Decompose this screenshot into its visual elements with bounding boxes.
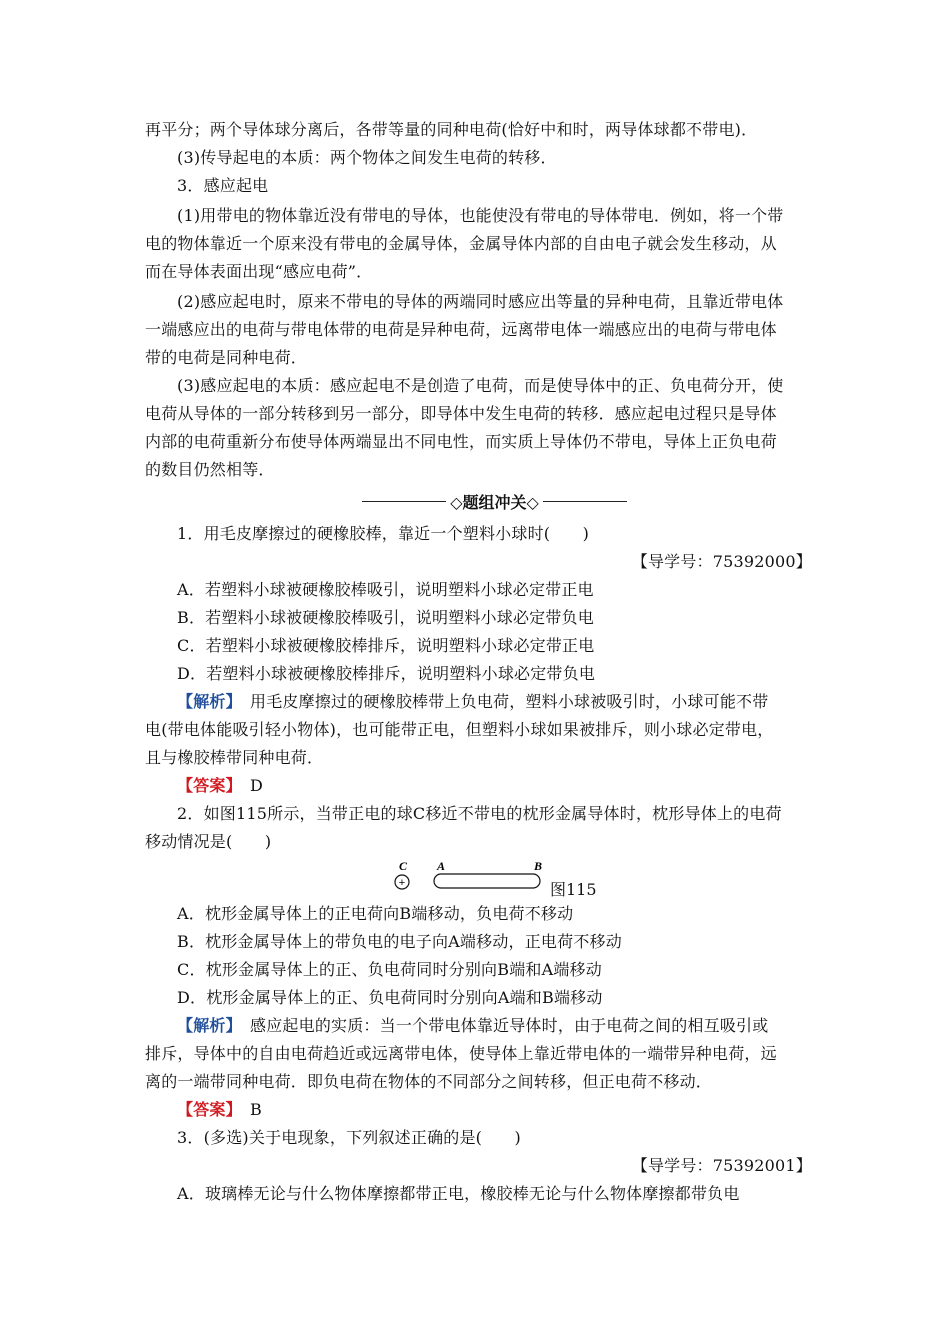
- question-1-option-b: B．若塑料小球被硬橡胶棒吸引，说明塑料小球必定带负电: [177, 608, 594, 627]
- question-1-option-d: D．若塑料小球被硬橡胶棒排斥，说明塑料小球必定带负电: [177, 664, 596, 683]
- label-a: A: [437, 859, 446, 873]
- text-line: 再平分；两个导体球分离后，各带等量的同种电荷(恰好中和时，两导体球都不带电)．: [145, 120, 758, 139]
- question-2-answer: [177, 1100, 842, 1120]
- analysis-tag: 【解析】: [177, 1016, 234, 1035]
- text-line: 带的电荷是同种电荷．: [145, 348, 308, 367]
- divider-rule-left: [362, 501, 446, 502]
- text-line: 而在导体表面出现“感应电荷”．: [145, 262, 373, 281]
- question-2-option-c: C．枕形金属导体上的正、负电荷同时分别向B端和A端移动: [177, 960, 602, 979]
- question-2-analysis: [177, 1016, 842, 1036]
- text-line: (1)用带电的物体靠近没有带电的导体，也能使没有带电的导体带电．例如，将一个带: [177, 206, 784, 225]
- label-b: B: [534, 859, 543, 873]
- section-title: ◇题组冲关◇: [450, 492, 539, 512]
- analysis-text: 用毛皮摩擦过的硬橡胶棒带上负电荷，塑料小球被吸引时，小球可能不带: [233, 692, 769, 711]
- text-line: 一端感应出的电荷与带电体带的电荷是异种电荷，远离带电体一端感应出的电荷与带电体: [145, 320, 777, 339]
- label-c: C: [399, 859, 408, 873]
- analysis-tag: 【解析】: [177, 692, 234, 711]
- divider-rule-right: [543, 501, 627, 502]
- question-1-option-a: A．若塑料小球被硬橡胶棒吸引，说明塑料小球必定带正电: [177, 580, 594, 599]
- question-1-stem: 1．用毛皮摩擦过的硬橡胶棒，靠近一个塑料小球时( ): [177, 524, 590, 543]
- question-1-analysis: [177, 692, 842, 712]
- plus-sign: +: [398, 877, 406, 889]
- text-line: (3)传导起电的本质：两个物体之间发生电荷的转移．: [177, 148, 557, 167]
- analysis-text: 感应起电的实质：当一个带电体靠近导体时，由于电荷之间的相互吸引或: [233, 1016, 769, 1035]
- text-line: 电荷从导体的一部分转移到另一部分，即导体中发生电荷的转移．感应起电过程只是导体: [145, 404, 777, 423]
- question-3-option-a: A．玻璃棒无论与什么物体摩擦都带正电，橡胶棒无论与什么物体摩擦都带负电: [177, 1184, 740, 1203]
- text-line: (3)感应起电的本质：感应起电不是创造了电荷，而是使导体中的正、负电荷分开，使: [177, 376, 784, 395]
- question-2-option-d: D．枕形金属导体上的正、负电荷同时分别向A端和B端移动: [177, 988, 603, 1007]
- question-1-answer: [177, 776, 842, 796]
- section-divider: [362, 490, 627, 512]
- text-line: 排斥，导体中的自由电荷趋近或远离带电体，使导体上靠近带电体的一端带异种电荷，远: [145, 1044, 777, 1063]
- text-line: (2)感应起电时，原来不带电的导体的两端同时感应出等量的异种电荷，且靠近带电体: [177, 292, 784, 311]
- question-1-ref: 【导学号：75392000】: [631, 552, 812, 571]
- figure-caption: 图115: [550, 880, 597, 899]
- question-1-option-c: C．若塑料小球被硬橡胶棒排斥，说明塑料小球必定带正电: [177, 636, 595, 655]
- text-line: 电(带电体能吸引轻小物体)，也可能带正电，但塑料小球如果被排斥，则小球必定带电，: [145, 720, 774, 739]
- pillow-conductor: [434, 874, 540, 888]
- question-3-stem: 3．(多选)关于电现象，下列叙述正确的是( ): [177, 1128, 521, 1147]
- text-line: 电的物体靠近一个原来没有带电的金属导体，金属导体内部的自由电子就会发生移动，从: [145, 234, 777, 253]
- text-line: 离的一端带同种电荷．即负电荷在物体的不同部分之间转移，但正电荷不移动．: [145, 1072, 713, 1091]
- text-line: 移动情况是( ): [145, 832, 272, 851]
- subheading: 3．感应起电: [177, 176, 269, 195]
- question-2-stem: 2．如图115所示，当带正电的球C移近不带电的枕形金属导体时，枕形导体上的电荷: [177, 804, 782, 823]
- text-line: 内部的电荷重新分布使导体两端显出不同电性，而实质上导体仍不带电，导体上正负电荷: [145, 432, 777, 451]
- answer-tag: 【答案】: [177, 776, 234, 795]
- answer-value: B: [233, 1100, 262, 1119]
- text-line: 且与橡胶棒带同种电荷．: [145, 748, 324, 767]
- question-2-option-a: A．枕形金属导体上的正电荷向B端移动，负电荷不移动: [177, 904, 574, 923]
- answer-value: D: [233, 776, 264, 795]
- question-3-ref: 【导学号：75392001】: [631, 1156, 812, 1175]
- question-2-option-b: B．枕形金属导体上的带负电的电子向A端移动，正电荷不移动: [177, 932, 622, 951]
- text-line: 的数目仍然相等．: [145, 460, 275, 479]
- answer-tag: 【答案】: [177, 1100, 234, 1119]
